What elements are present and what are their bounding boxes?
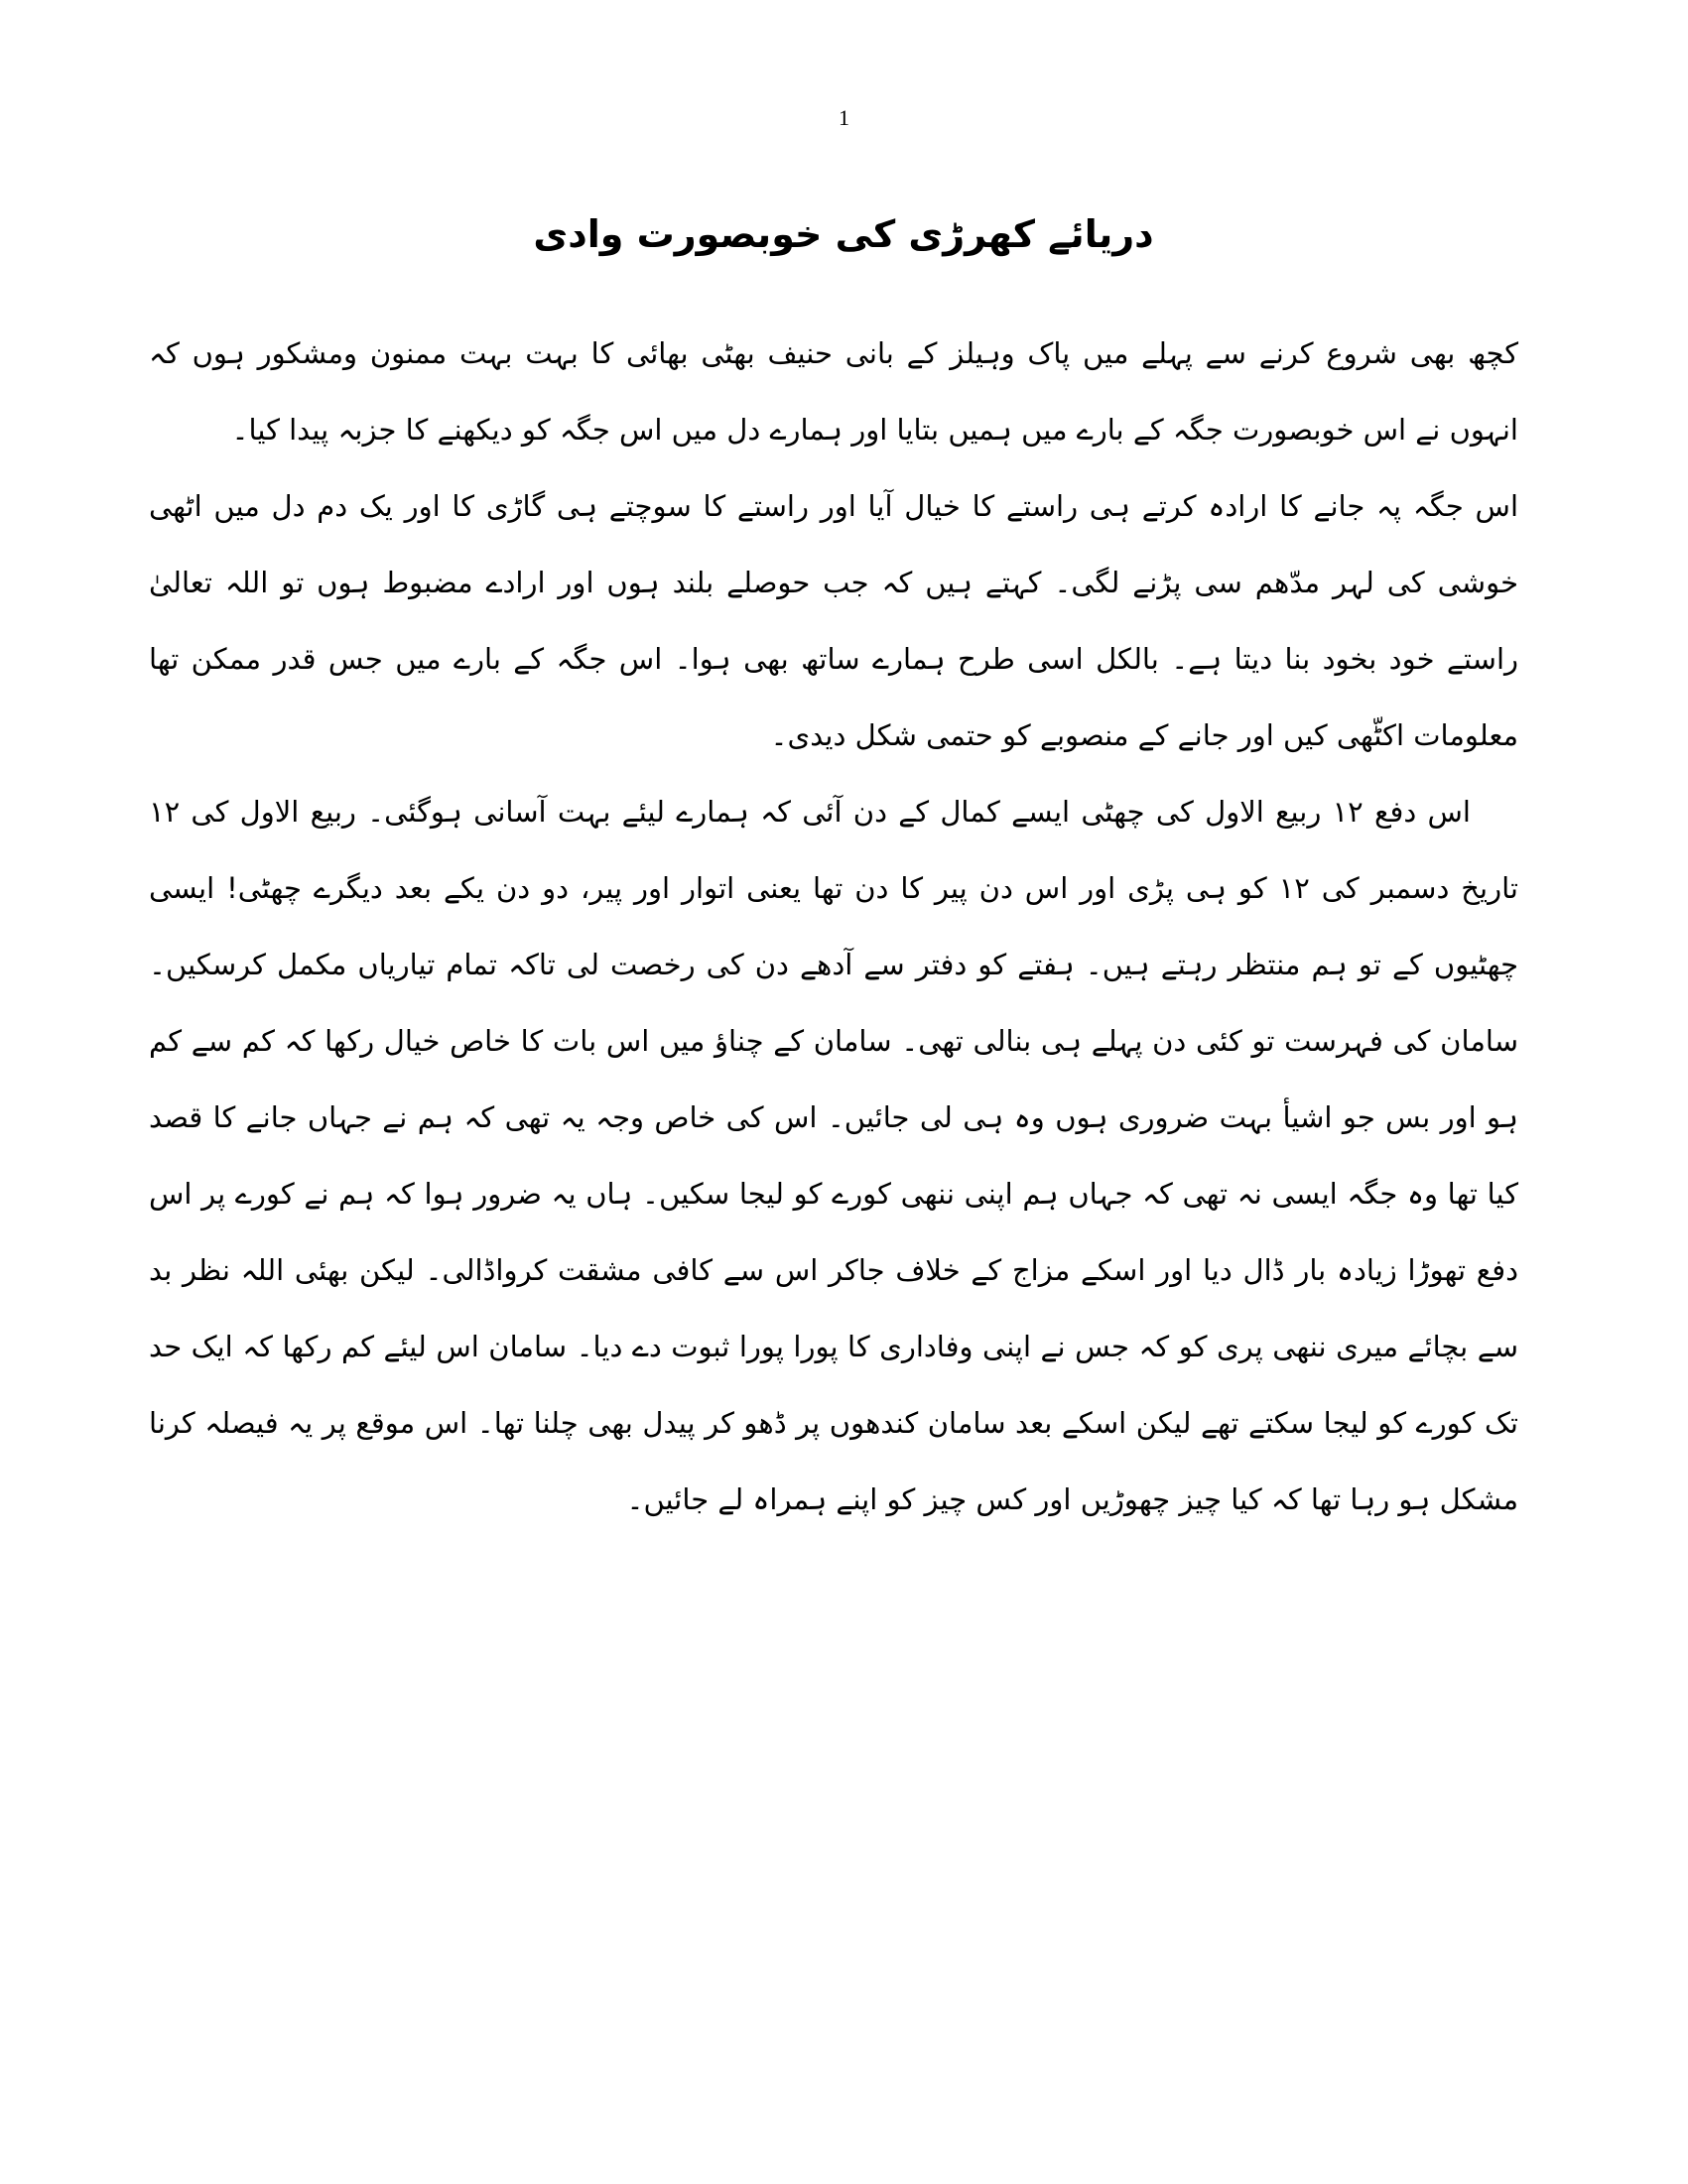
paragraph-planning: اس جگہ پہ جانے کا ارادہ کرتے ہی راستے کا خیال آیا اور راستے کا سوچتے ہی گاڑی کا اور یک دم دل میں اٹھی خوشی کی لہر مدّھم سی پڑنے لگی۔ کہتے ہیں کہ جب حوصلے بلند ہوں اور ارادے مضبوط ہوں تو اللہ تعالیٰ راستے خود بخود بنا دیتا ہے۔ بالکل اسی طرح ہمارے ساتھ بھی ہوا۔ اس جگہ کے بارے میں جس قدر ممکن تھا معلومات اکٹّھی کیں اور جانے کے منصوبے کو حتمی شکل دیدی۔ (149, 489, 1518, 752)
paragraph-preparation: اس دفع ۱۲ ربیع الاول کی چھٹی ایسے کمال کے دن آئی کہ ہمارے لیئے بہت آسانی ہوگئی۔ ربیع الاول کی ۱۲ تاریخ دسمبر کی ۱۲ کو ہی پڑی اور اس دن پیر کا دن تھا یعنی اتوار اور پیر، دو دن یکے بعد دیگرے چھٹی! ایسی چھٹیوں کے تو ہم منتظر رہتے ہیں۔ ہفتے کو دفتر سے آدھے دن کی رخصت لی تاکہ تمام تیاریاں مکمل کرسکیں۔ سامان کی فہرست تو کئی دن پہلے ہی بنالی تھی۔ سامان کے چناؤ میں اس بات کا خاص خیال رکھا کہ کم سے کم ہو اور بس جو اشیأ بہت ضروری ہوں وہ ہی لی جائیں۔ اس کی خاص وجہ یہ تھی کہ ہم نے جہاں جانے کا قصد کیا تھا وہ جگہ ایسی نہ تھی کہ جہاں ہم اپنی ننھی کورے کو لیجا سکیں۔ ہاں یہ ضرور ہوا کہ ہم نے کورے پر اس دفع تھوڑا زیادہ بار ڈال دیا اور اسکے مزاج کے خلاف جاکر اس سے کافی مشقت کرواڈالی۔ لیکن بھئی اللہ نظر بد سے بچائے میری ننھی پری کو کہ جس نے اپنی وفاداری کا پورا پورا ثبوت دے دیا۔ سامان اس لیئے کم رکھا کہ ایک حد تک کورے کو لیجا سکتے تھے لیکن اسکے بعد سامان کندھوں پر ڈھو کر پیدل بھی چلنا تھا۔ اس موقع پر یہ فیصلہ کرنا مشکل ہو رہا تھا کہ کیا چیز چھوڑیں اور کس چیز کو اپنے ہمراہ لے جائیں۔ (149, 795, 1518, 1516)
article-body (149, 316, 1518, 1538)
page-number: 1 (839, 105, 849, 130)
paragraph-intro: کچھ بھی شروع کرنے سے پہلے میں پاک وہیلز کے بانی حنیف بھٹی بھائی کا بہت بہت ممنون ومشکور ہوں کہ انہوں نے اس خوبصورت جگہ کے بارے میں ہمیں بتایا اور ہمارے دل میں اس جگہ کو دیکھنے کا جزبہ پیدا کیا۔ (149, 336, 1518, 447)
article-title: دریائے کھرڑی کی خوبصورت وادی (533, 212, 1154, 256)
